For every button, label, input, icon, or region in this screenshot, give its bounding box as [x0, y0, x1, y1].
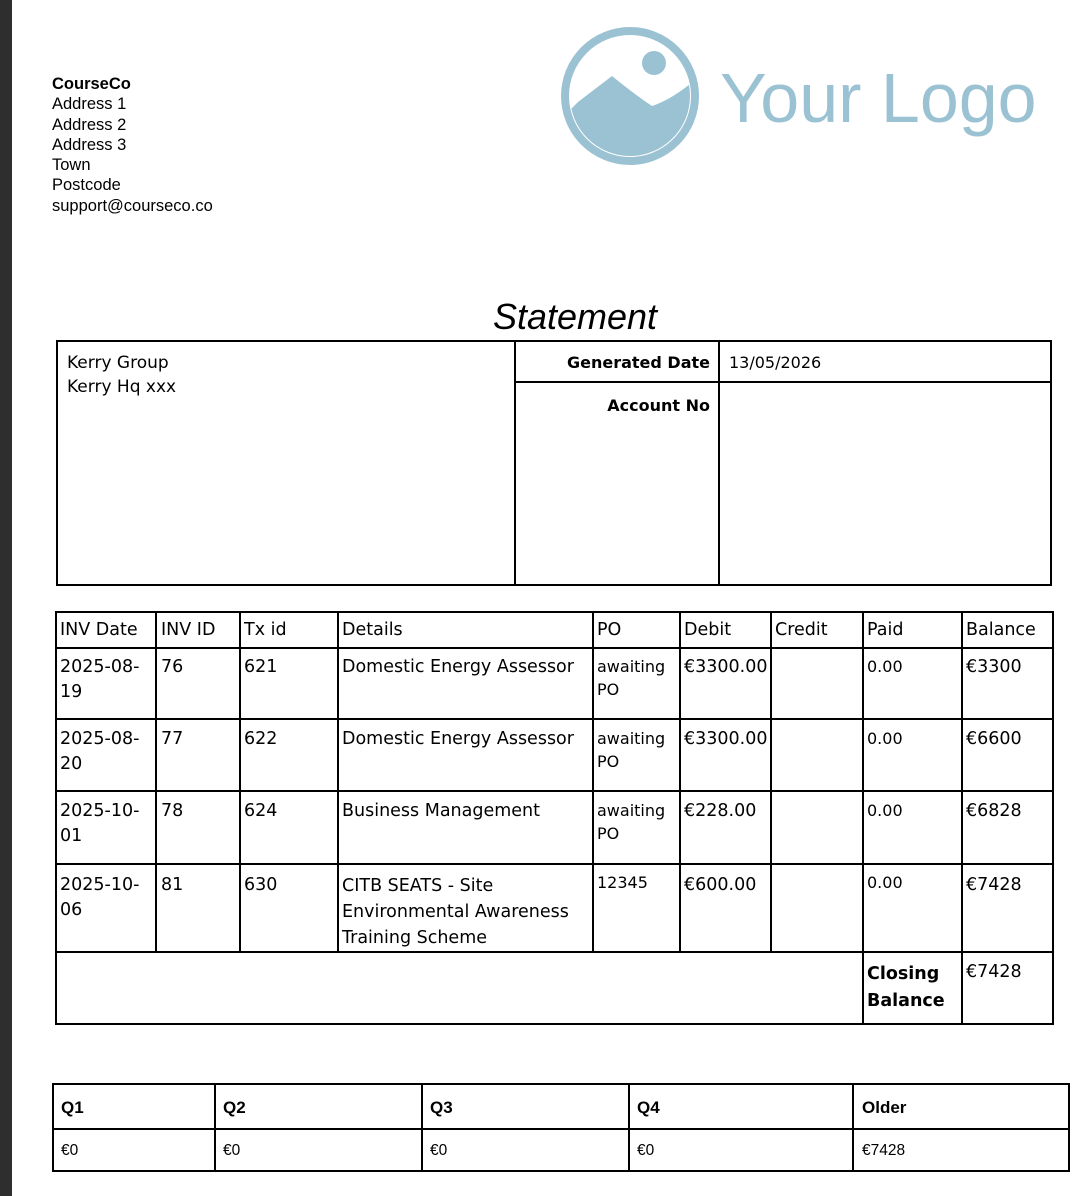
cell-paid: 0.00 — [867, 873, 903, 892]
col-header-inv-date: INV Date — [60, 620, 138, 640]
aging-value-q1: €0 — [61, 1142, 79, 1159]
cell-inv-id: 77 — [161, 729, 184, 749]
aging-header-older: Older — [862, 1098, 907, 1117]
aging-value-q3: €0 — [430, 1142, 448, 1159]
cell-details: Domestic Energy Assessor — [342, 729, 574, 749]
window-edge — [0, 0, 12, 1196]
cell-details: Domestic Energy Assessor — [342, 657, 574, 677]
address-postcode: Postcode — [52, 176, 121, 195]
cell-inv-id: 78 — [161, 801, 184, 821]
generated-date-label: Generated Date — [566, 353, 710, 372]
aging-header-q1: Q1 — [61, 1098, 84, 1117]
cell-paid: 0.00 — [867, 729, 903, 748]
col-header-balance: Balance — [966, 620, 1036, 640]
cell-tx-id: 624 — [244, 801, 278, 821]
generated-date-value: 13/05/2026 — [729, 353, 822, 372]
cell-tx-id: 630 — [244, 875, 278, 895]
cell-debit: €3300.00 — [684, 729, 768, 749]
aging-header-q2: Q2 — [223, 1098, 246, 1117]
cell-po: awaiting PO — [597, 801, 666, 843]
cell-tx-id: 621 — [244, 657, 278, 677]
cell-debit: €3300.00 — [684, 657, 768, 677]
page-title: Statement — [492, 296, 658, 337]
cell-po: awaiting PO — [597, 657, 666, 699]
col-header-tx-id: Tx id — [244, 620, 287, 640]
cell-po: awaiting PO — [597, 729, 666, 771]
aging-value-q2: €0 — [223, 1142, 241, 1159]
aging-header-q4: Q4 — [637, 1098, 660, 1117]
company-email: support@courseco.co — [52, 196, 213, 215]
cell-balance: €6600 — [966, 729, 1022, 749]
cell-balance: €6828 — [966, 801, 1022, 821]
customer-address: Kerry Hq xxx — [67, 377, 177, 397]
cell-balance: €7428 — [966, 875, 1022, 895]
address-line-2: Address 2 — [52, 115, 127, 134]
cell-debit: €600.00 — [684, 875, 757, 895]
col-header-paid: Paid — [867, 620, 904, 640]
cell-details: CITB SEATS - Site Environmental Awareness Training Scheme — [342, 876, 569, 948]
cell-inv-date: 2025-10- 06 — [60, 875, 140, 920]
col-header-po: PO — [597, 620, 622, 640]
cell-paid: 0.00 — [867, 657, 903, 676]
cell-inv-date: 2025-08- 20 — [60, 729, 140, 774]
cell-details: Business Management — [342, 801, 541, 821]
cell-debit: €228.00 — [684, 801, 757, 821]
aging-value-q4: €0 — [637, 1142, 655, 1159]
address-line-1: Address 1 — [52, 95, 127, 114]
cell-balance: €3300 — [966, 657, 1022, 677]
aging-header-q3: Q3 — [430, 1098, 453, 1117]
address-town: Town — [52, 156, 91, 175]
logo-text: Your Logo — [720, 59, 1037, 137]
cell-inv-date: 2025-10- 01 — [60, 801, 140, 846]
cell-tx-id: 622 — [244, 729, 278, 749]
col-header-credit: Credit — [775, 620, 828, 640]
closing-balance-value: €7428 — [966, 962, 1022, 982]
cell-inv-date: 2025-08- 19 — [60, 657, 140, 702]
account-no-label: Account No — [607, 396, 710, 415]
company-logo — [560, 24, 1060, 169]
closing-balance-label: Closing Balance — [867, 964, 945, 1011]
cell-po: 12345 — [597, 873, 648, 892]
col-header-details: Details — [342, 620, 403, 640]
company-name: CourseCo — [52, 75, 131, 93]
company-address-block — [52, 74, 213, 216]
cell-inv-id: 76 — [161, 657, 184, 677]
col-header-debit: Debit — [684, 620, 732, 640]
customer-name: Kerry Group — [67, 353, 169, 373]
col-header-inv-id: INV ID — [161, 620, 216, 640]
cell-inv-id: 81 — [161, 875, 184, 895]
cell-paid: 0.00 — [867, 801, 903, 820]
address-line-3: Address 3 — [52, 135, 127, 154]
aging-value-older: €7428 — [862, 1142, 906, 1159]
